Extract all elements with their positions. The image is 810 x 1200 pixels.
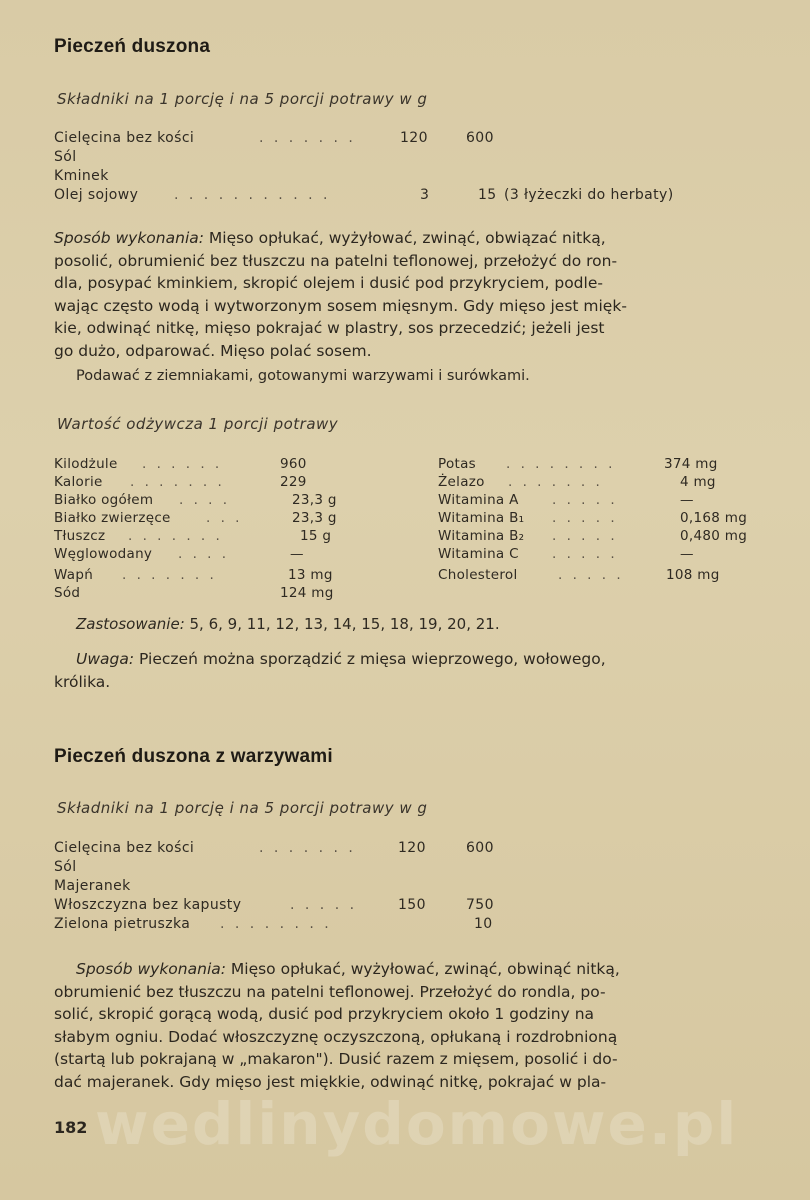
quantity-1: 3 [420,187,430,203]
leader-dots: . . . . . [558,567,624,583]
note-line: królika. [54,672,111,691]
method-label: Sposób wykonania: [76,960,226,978]
method-line: posolić, obrumienić bez tłuszczu na patelni teflonowej, przełożyć do ron- [54,251,618,270]
leader-dots: . . . . [178,546,230,562]
nutrient-name: Sód [54,585,81,601]
nutrient-value: 13 mg [288,567,333,583]
leader-dots: . . . . . . . [130,474,225,490]
method-paragraph [54,227,762,363]
method-line: obrumienić bez tłuszczu na patelni teflonowej. Przełożyć do rondla, po- [54,982,606,1001]
recipe-title: Pieczeń duszona z warzywami [54,746,333,767]
note-label: Uwaga: [76,650,135,668]
nutrition-row [54,456,384,475]
ingredient-row [54,149,774,168]
nutrient-value: 23,3 g [292,510,337,526]
leader-dots: . . . [206,510,243,526]
method-line: Mięso opłukać, wyżyłować, zwinąć, obwiązać nitką, [203,229,606,247]
nutrient-value: 108 mg [666,567,720,583]
quantity-1: 120 [400,130,428,146]
ingredient-name: Zielona pietruszka [54,916,191,932]
nutrient-name: Kilodżule [54,456,118,472]
nutrition-row [54,474,384,493]
nutrient-name: Witamina A [438,492,519,508]
nutrition-row [438,567,768,586]
method-line: wając często wodą i wytworzonym sosem mięsnym. Gdy mięso jest mięk- [54,296,627,315]
ingredient-name: Olej sojowy [54,187,139,203]
nutrition-row [54,546,384,565]
nutrient-name: Witamina B₂ [438,528,525,544]
nutrition-row [438,510,768,529]
watermark: wedlinydomowe.pl [95,1090,739,1158]
quantity-5: 600 [466,130,494,146]
nutrient-value: 374 mg [664,456,718,472]
quantity-1: 120 [398,840,426,856]
method-label: Sposób wykonania: [54,229,204,247]
method-line: (startą lub pokrajaną w „makaron"). Dusić razem z mięsem, posolić i do- [54,1050,618,1069]
nutrition-header: Wartość odżywcza 1 porcji potrawy [57,415,339,433]
nutrient-value: 0,480 mg [680,528,748,544]
ingredients-header: Składniki na 1 porcję i na 5 porcji potrawy w g [57,799,428,817]
nutrient-value: 229 [280,474,307,490]
ingredient-row [54,916,774,935]
nutrient-value: 960 [280,456,307,472]
nutrient-name: Cholesterol [438,567,518,583]
leader-dots: . . . . . [552,546,618,562]
ingredient-row [54,840,774,859]
ingredient-note: (3 łyżeczki do herbaty) [504,187,674,203]
leader-dots: . . . . . [290,897,358,913]
method-line: dać majeranek. Gdy mięso jest miękkie, odwinąć nitkę, pokrajać w pla- [54,1072,607,1091]
leader-dots: . . . . . [552,528,618,544]
serving-suggestion: Podawać z ziemniakami, gotowanymi warzywami i surówkami. [76,368,530,384]
leader-dots: . . . . . . . [259,840,356,856]
nutrition-row [438,528,768,547]
nutrient-name: Wapń [54,567,94,583]
ingredient-name: Cielęcina bez kości [54,130,195,146]
nutrition-row [54,510,384,529]
leader-dots: . . . . . . . [259,130,356,146]
ingredient-row [54,859,774,878]
usage-text: 5, 6, 9, 11, 12, 13, 14, 15, 18, 19, 20, 21. [184,615,500,633]
ingredients-header: Składniki na 1 porcję i na 5 porcji potrawy w g [57,90,428,108]
nutrition-row [438,492,768,511]
leader-dots: . . . . . . . [128,528,223,544]
ingredient-name: Cielęcina bez kości [54,840,195,856]
method-paragraph [54,958,762,1094]
leader-dots: . . . . . . . . [506,456,616,472]
leader-dots: . . . . . . [142,456,223,472]
nutrition-row [54,567,384,586]
quantity-5: 10 [474,916,493,932]
ingredient-name: Sól [54,149,77,165]
nutrient-value: 23,3 g [292,492,337,508]
nutrition-row [438,456,768,475]
note-paragraph [54,648,762,693]
leader-dots: . . . . . . . [508,474,603,490]
nutrient-value: 0,168 mg [680,510,748,526]
method-line: kie, odwinąć nitkę, mięso pokrajać w plastry, sos przecedzić; jeżeli jest [54,319,605,338]
method-line: dla, posypać kminkiem, skropić olejem i dusić pod przykryciem, podle- [54,274,603,293]
leader-dots: . . . . . [552,492,618,508]
nutrient-name: Witamina B₁ [438,510,525,526]
quantity-5: 600 [466,840,494,856]
nutrient-value: 124 mg [280,585,334,601]
nutrition-row [438,546,768,565]
quantity-5: 750 [466,897,494,913]
method-line: słabym ogniu. Dodać włoszczyznę oczyszczoną, opłukaną i rozdrobnioną [54,1027,618,1046]
method-line: go dużo, odparować. Mięso polać sosem. [54,341,372,360]
ingredient-row [54,187,774,206]
recipe-title: Pieczeń duszona [54,36,211,57]
ingredient-name: Kminek [54,168,109,184]
ingredient-row [54,878,774,897]
ingredient-row [54,130,774,149]
method-line: solić, skropić gorącą wodą, dusić pod przykryciem około 1 godziny na [54,1005,595,1024]
nutrient-name: Żelazo [438,474,485,490]
usage-label: Zastosowanie: [76,615,185,633]
nutrient-name: Białko zwierzęce [54,510,171,526]
nutrition-row [54,585,384,604]
page-number: 182 [54,1118,88,1137]
ingredient-row [54,897,774,916]
method-line: Mięso opłukać, wyżyłować, zwinąć, obwinąć nitką, [225,960,620,978]
usage-line [76,614,784,635]
nutrient-name: Węglowodany [54,546,153,562]
leader-dots: . . . . [179,492,231,508]
ingredient-name: Sól [54,859,77,875]
nutrient-value: 15 g [300,528,332,544]
nutrient-value: — [680,492,694,508]
nutrient-name: Potas [438,456,477,472]
quantity-5: 15 [478,187,497,203]
nutrient-name: Kalorie [54,474,103,490]
nutrient-name: Białko ogółem [54,492,154,508]
ingredient-row [54,168,774,187]
ingredient-name: Włoszczyzna bez kapusty [54,897,242,913]
leader-dots: . . . . . . . . [220,916,332,932]
nutrient-name: Witamina C [438,546,519,562]
nutrient-value: — [680,546,694,562]
note-line: Pieczeń można sporządzić z mięsa wieprzowego, wołowego, [134,650,606,668]
nutrient-value: 4 mg [680,474,716,490]
leader-dots: . . . . . . . [122,567,217,583]
nutrition-row [438,474,768,493]
ingredient-name: Majeranek [54,878,131,894]
nutrition-row [54,492,384,511]
leader-dots: . . . . . [552,510,618,526]
nutrient-value: — [290,546,304,562]
nutrient-name: Tłuszcz [54,528,106,544]
leader-dots: . . . . . . . . . . . [174,187,331,203]
quantity-1: 150 [398,897,426,913]
nutrition-row [54,528,384,547]
